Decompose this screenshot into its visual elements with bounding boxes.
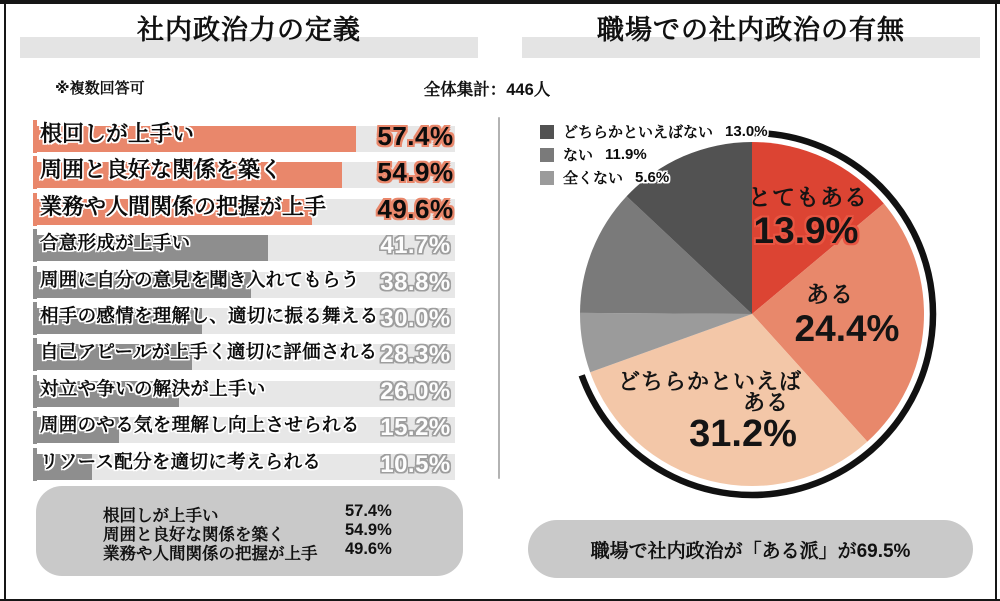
bar-row-2 [33, 155, 455, 191]
legend-value: 5.6% [635, 169, 670, 186]
legend-label: ない [563, 147, 594, 164]
bar-value-label: 41.7% [380, 232, 451, 260]
legend-swatch [540, 148, 554, 162]
bar-category-label: リソース配分を適切に考えられる [40, 450, 322, 472]
bar-row-1 [33, 119, 455, 155]
bar-row-6 [33, 301, 455, 337]
bar-value-label: 15.2% [380, 414, 451, 442]
legend-swatch [540, 125, 554, 139]
bar-category-label: 根回しが上手い [40, 121, 195, 146]
bar-category-label: 周囲と良好な関係を築く [40, 157, 283, 183]
total-count-note: 全体集計：446人 [423, 81, 551, 99]
summary-label: 根回しが上手い [103, 507, 219, 525]
right-section-title: 職場での社内政治の有無 [597, 15, 905, 45]
multi-answer-note: ※複数回答可 [55, 80, 145, 97]
section-divider [498, 117, 500, 479]
frame-border-left [4, 0, 6, 601]
left-section-title: 社内政治力の定義 [137, 15, 361, 45]
top3-summary-box [36, 486, 463, 576]
summary-value: 54.9% [345, 521, 392, 539]
bar-value-label: 49.6% [377, 193, 454, 224]
legend-value: 11.9% [605, 146, 647, 163]
bar-value-label: 54.9% [377, 157, 454, 188]
bar-category-label: 周囲のやる気を理解し向上させられる [40, 414, 360, 436]
pie-callout-value: 13.9% [753, 210, 859, 251]
bar-value-label: 28.3% [380, 341, 451, 369]
pie-callout-value: 24.4% [794, 308, 900, 349]
bar-row-7 [33, 337, 455, 373]
legend-item-2 [540, 144, 768, 165]
summary-row [103, 540, 453, 562]
summary-label: 業務や人間関係の把握が上手 [103, 545, 318, 563]
legend-label: 全くない [563, 170, 624, 187]
legend-swatch [540, 171, 554, 185]
bar-value-label: 38.8% [380, 268, 451, 296]
bar-row-4 [33, 228, 455, 264]
bar-category-label: 合意形成が上手い [40, 232, 191, 254]
summary-label: 周囲と良好な関係を築く [103, 526, 285, 544]
summary-value: 57.4% [345, 502, 392, 520]
legend-item-3 [540, 167, 768, 188]
bar-row-3 [33, 192, 455, 228]
bar-category-label: 自己アピールが上手く適切に評価される [40, 341, 378, 363]
summary-value: 49.6% [345, 540, 392, 558]
pie-callout-label: どちらかといえば [617, 369, 803, 394]
conclusion-text: 職場で社内政治が「ある派」が69.5% [590, 540, 911, 562]
bar-row-9 [33, 410, 455, 446]
bar-value-label: 26.0% [380, 377, 451, 405]
legend-item-1 [540, 121, 768, 142]
pie-callout-value: 31.2% [689, 413, 797, 455]
bar-value-label: 30.0% [380, 305, 451, 332]
frame-border-top [0, 0, 1000, 4]
bar-category-label: 業務や人間関係の把握が上手 [40, 193, 327, 219]
bar-value-label: 57.4% [377, 121, 454, 151]
bar-row-5 [33, 265, 455, 301]
pie-callout-label: ある [806, 281, 854, 307]
conclusion-pill [528, 520, 973, 578]
pie-callout-label: とてもある [748, 184, 868, 210]
bar-row-8 [33, 374, 455, 410]
frame-border-right [995, 0, 997, 601]
bar-category-label: 周囲に自分の意見を聞き入れてもらう [40, 268, 360, 290]
bar-value-label: 10.5% [380, 450, 451, 478]
bar-chart [33, 119, 455, 485]
bar-category-label: 対立や争いの解決が上手い [40, 377, 266, 399]
pie-legend [540, 121, 768, 190]
bar-category-label: 相手の感情を理解し、適切に振る舞える [40, 305, 379, 326]
legend-value: 13.0% [725, 123, 768, 140]
bar-row-10 [33, 447, 455, 483]
legend-label: どちらかといえばない [563, 124, 714, 141]
pie-callout-label: ある [742, 390, 790, 415]
